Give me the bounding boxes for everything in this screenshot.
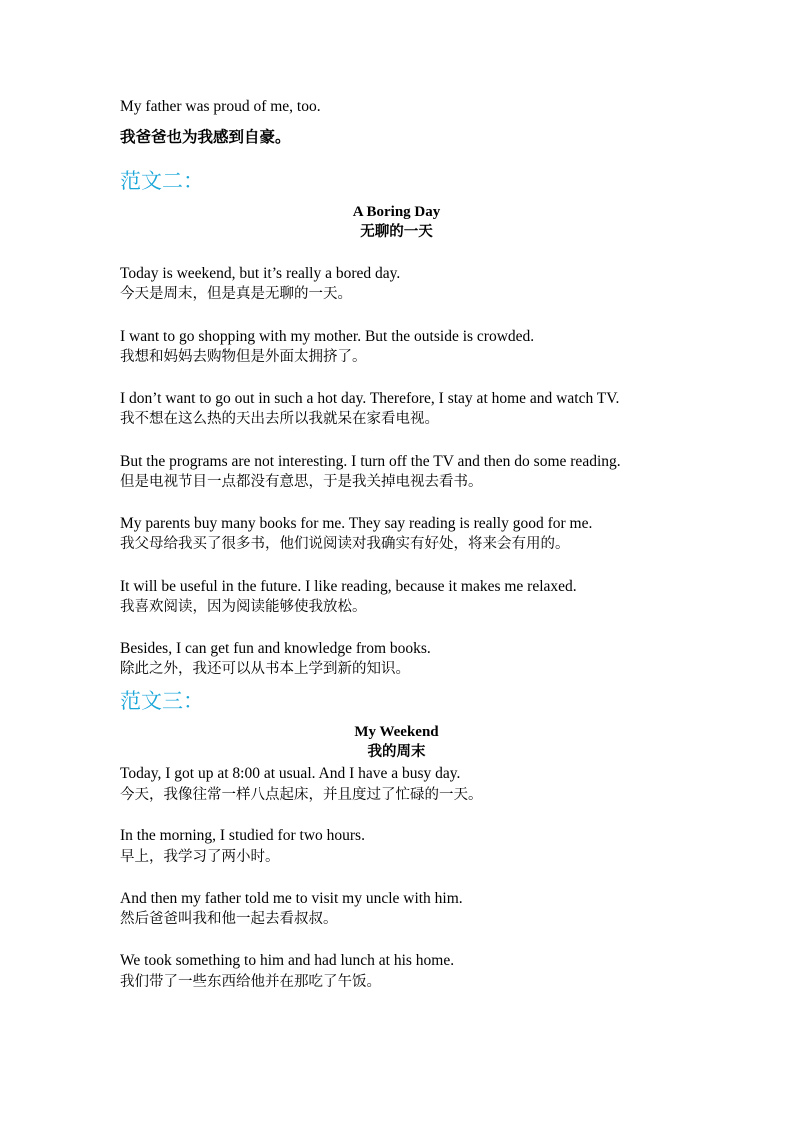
- essay2-title-english: A Boring Day: [352, 204, 441, 220]
- intro-chinese-line: 我爸爸也为我感到自豪。: [120, 128, 291, 146]
- essay3-paragraph-3-zh: 然后爸爸叫我和他一起去看叔叔。: [120, 911, 338, 927]
- essay3-paragraph-4-en: We took something to him and had lunch at his home.: [120, 952, 455, 969]
- essay2-title-chinese: 无聊的一天: [360, 224, 433, 240]
- essay2-paragraph-1-en: Today is weekend, but it’s really a bored day.: [120, 265, 401, 282]
- essay3-paragraph-2-en: In the morning, I studied for two hours.: [120, 827, 365, 844]
- essay3-heading: 范文三：: [120, 689, 204, 713]
- essay3-title-chinese: 我的周末: [367, 744, 426, 760]
- essay3-paragraph-2-zh: 早上，我学习了两小时。: [120, 849, 280, 865]
- intro-english-line: My father was proud of me, too.: [120, 98, 321, 115]
- essay2-paragraph-4-en: But the programs are not interesting. I turn off the TV and then do some reading.: [120, 453, 621, 470]
- essay2-heading: 范文二：: [120, 169, 204, 193]
- essay2-paragraph-2-en: I want to go shopping with my mother. But the outside is crowded.: [120, 328, 535, 345]
- essay2-paragraph-2-zh: 我想和妈妈去购物但是外面太拥挤了。: [120, 349, 367, 365]
- essay3-paragraph-1-en: Today, I got up at 8:00 at usual. And I have a busy day.: [120, 765, 461, 782]
- essay2-paragraph-7-zh: 除此之外，我还可以从书本上学到新的知识。: [120, 661, 410, 677]
- essay2-paragraph-5-zh: 我父母给我买了很多书，他们说阅读对我确实有好处，将来会有用的。: [120, 536, 570, 552]
- essay3-paragraph-4-zh: 我们带了一些东西给他并在那吃了午饭。: [120, 974, 381, 990]
- essay2-paragraph-1-zh: 今天是周末，但是真是无聊的一天。: [120, 286, 352, 302]
- essay2-paragraph-6-zh: 我喜欢阅读，因为阅读能够使我放松。: [120, 599, 367, 615]
- essay2-paragraph-3-en: I don’t want to go out in such a hot day. Therefore, I stay at home and watch TV.: [120, 390, 620, 407]
- essay2-paragraph-6-en: It will be useful in the future. I like reading, because it makes me relaxed.: [120, 578, 577, 595]
- essay2-paragraph-5-en: My parents buy many books for me. They say reading is really good for me.: [120, 515, 593, 532]
- essay3-title-english: My Weekend: [354, 724, 439, 740]
- essay2-paragraph-3-zh: 我不想在这么热的天出去所以我就呆在家看电视。: [120, 411, 439, 427]
- essay2-paragraph-7-en: Besides, I can get fun and knowledge from books.: [120, 640, 431, 657]
- essay3-paragraph-3-en: And then my father told me to visit my uncle with him.: [120, 890, 463, 907]
- essay2-paragraph-4-zh: 但是电视节目一点都没有意思，于是我关掉电视去看书。: [120, 474, 483, 490]
- essay3-paragraph-1-zh: 今天，我像往常一样八点起床，并且度过了忙碌的一天。: [120, 787, 483, 803]
